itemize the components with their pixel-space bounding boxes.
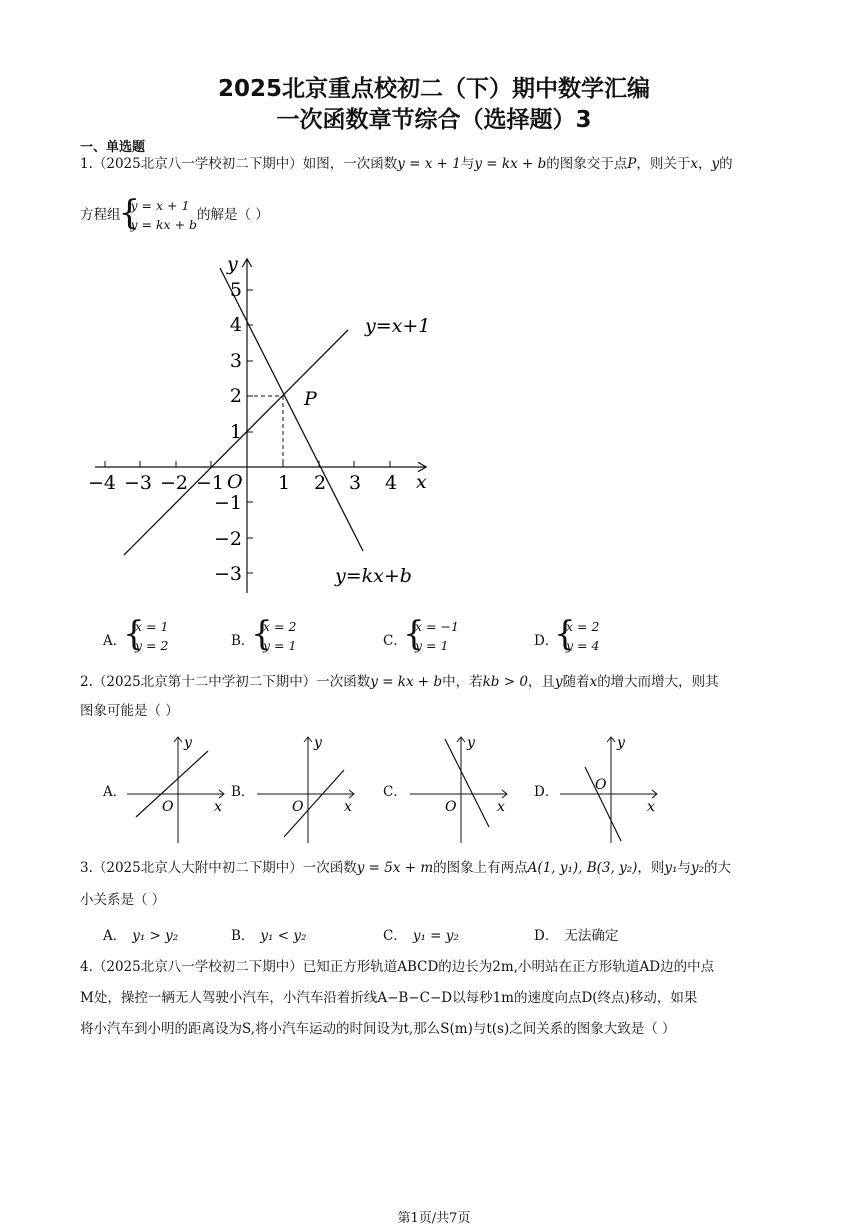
svg-text:O: O <box>595 777 607 793</box>
q4-stem-line2: M处，操控一辆无人驾驶小汽车，小汽车沿着折线A−B−C−D以每秒1m的速度向点D(终点)移动，如果 <box>80 990 698 1006</box>
q1-ytick: 2 <box>229 385 242 407</box>
q1-xtick: −2 <box>159 472 189 494</box>
q1-origin-label: O <box>227 471 243 493</box>
q1-xtick: 3 <box>348 472 362 494</box>
q1-x-axis-label: x <box>416 471 427 493</box>
q3-stem-line2: 小关系是（ ） <box>80 892 166 908</box>
q1-line2-label: y=kx+b <box>335 565 412 587</box>
q1-xtick: 4 <box>384 472 398 494</box>
doc-title-line1: 2025北京重点校初二（下）期中数学汇编 <box>217 76 650 102</box>
svg-text:y: y <box>314 735 322 751</box>
q1-xtick: −1 <box>195 472 225 494</box>
q1-y-axis-label: y <box>227 253 238 275</box>
q3-option-d[interactable]: D． 无法确定 <box>534 928 619 944</box>
q2-option-b-graph[interactable] <box>252 733 362 845</box>
q2-option-d-graph[interactable] <box>555 733 665 845</box>
svg-text:x: x <box>647 799 655 815</box>
page-footer: 第1页/共7页 <box>397 1211 471 1226</box>
svg-text:O: O <box>162 799 174 815</box>
q1-ytick: −1 <box>213 492 242 514</box>
q1-xtick: −4 <box>87 472 117 494</box>
svg-text:y: y <box>184 735 192 751</box>
q2-option-d-label[interactable]: D． <box>534 784 559 800</box>
q2-option-b-label[interactable]: B． <box>231 784 255 800</box>
q1-xtick: 2 <box>313 472 327 494</box>
q3-option-c[interactable]: C． y₁ = y₂ <box>383 928 459 944</box>
q1-ytick: −3 <box>213 563 242 585</box>
svg-text:O: O <box>292 799 304 815</box>
svg-text:x: x <box>344 799 352 815</box>
q1-equation-system: { y = x + 1 y = kx + b <box>121 196 198 234</box>
q1-ytick: 1 <box>229 421 242 443</box>
q2-option-a-label[interactable]: A． <box>103 784 127 800</box>
q4-stem-line1: 4.（2025北京八一学校初二下期中）已知正方形轨道ABCD的边长为2m,小明站在正方形轨道AD边的中点 <box>80 959 715 975</box>
doc-title-line2: 一次函数章节综合（选择题）3 <box>276 107 592 133</box>
svg-text:y: y <box>467 735 475 751</box>
q3-option-b[interactable]: B． y₁ < y₂ <box>231 928 307 944</box>
svg-text:O: O <box>445 799 457 815</box>
svg-text:x: x <box>214 799 222 815</box>
section-heading: 一、单选题 <box>80 140 146 155</box>
q1-xtick: 1 <box>277 472 291 494</box>
q1-ytick: 5 <box>229 279 242 301</box>
svg-text:x: x <box>497 799 505 815</box>
q1-point-p-label: P <box>304 388 317 410</box>
q1-xtick: −3 <box>123 472 153 494</box>
q1-graph <box>80 248 460 608</box>
svg-text:y: y <box>617 735 625 751</box>
q2-option-a-graph[interactable] <box>122 733 232 845</box>
q1-ytick: 3 <box>229 350 242 372</box>
q1-line1-label: y=x+1 <box>365 315 431 337</box>
q2-stem-line1: 2.（2025北京第十二中学初二下期中）一次函数y = kx + b中，若kb > 0，且y随着x的增大而增大，则其 <box>80 674 719 690</box>
q2-stem-line2: 图象可能是（ ） <box>80 703 179 719</box>
q2-option-c-label[interactable]: C． <box>383 784 407 800</box>
q3-stem-line1: 3.（2025北京人大附中初二下期中）一次函数y = 5x + m的图象上有两点A(1, y₁), B(3, y₂)，则y₁与y₂的大 <box>80 860 732 876</box>
q1-ytick: −2 <box>213 528 242 550</box>
q3-option-a[interactable]: A． y₁ > y₂ <box>103 928 179 944</box>
q4-stem-line3: 将小汽车到小明的距离设为S,将小汽车运动的时间设为t,那么S(m)与t(s)之间关系的图象大致是（ ） <box>80 1021 676 1037</box>
q2-option-c-graph[interactable] <box>405 733 515 845</box>
q1-ytick: 4 <box>229 314 242 336</box>
q1-stem-line1: 1.（2025北京八一学校初二下期中）如图，一次函数y = x + 1与y = kx + b的图象交于点P，则关于x，y的 <box>80 156 733 172</box>
q1-stem-line2: 方程组{ y = x + 1 y = kx + b的解是（ ） <box>80 196 269 234</box>
